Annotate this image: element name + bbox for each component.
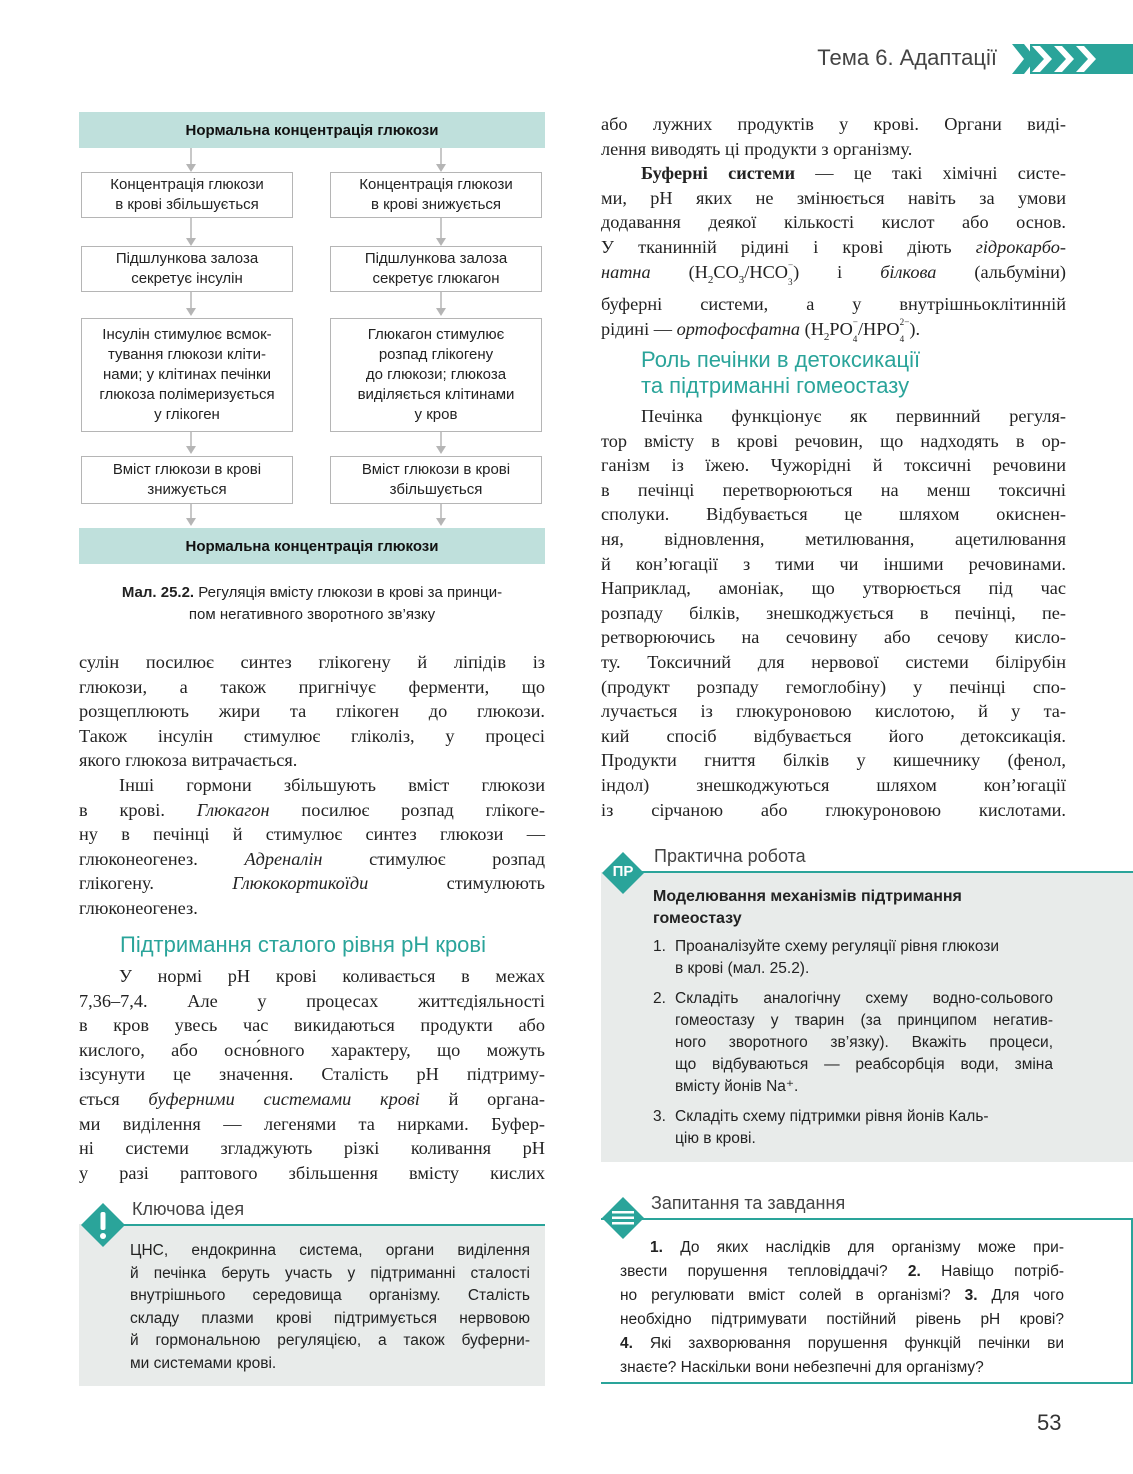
- section-title-ph: Підтримання сталого рівня pH крові: [120, 932, 486, 957]
- topic-title: Тема 6. Адаптації: [817, 45, 997, 70]
- key-idea-divider: [107, 1224, 545, 1226]
- list-item: 2. Складіть аналогічну схему водно-сольового гомеостазу у тварин (за принципом негатив- ного зворотного зв’язку). Вкажіть процеси, що відбуваються — реабсорбція води, зміна вмісту йонів Na⁺.: [653, 990, 1053, 1095]
- left-step-2: Підшлункова залоза секретує інсулін: [81, 246, 293, 292]
- right-step-3: Глюкагон стимулює розпад глікогену до глюкози; глюкоза виділяється клітинами у кров: [330, 318, 542, 432]
- list-icon: [601, 1196, 645, 1240]
- exclamation-icon: [80, 1202, 126, 1248]
- right-step-1: Концентрація глюкози в крові знижується: [330, 172, 542, 218]
- left-text-block-2: У нормі pH крові коливається в межах 7,36–7,4. Але у процесах життєдіяльності в кров увесь час викидаються продукти або кислого, або осно́вного характеру, що можуть ізсунути це значення. Сталість pH підтриму- ється буферними системами крові й органа- ми виділення — легенями та нирками. Буфер- ні системи згладжують різкі коливання pH у разі раптового збільшення вмісту кислих: [79, 966, 545, 1183]
- questions-title: Запитання та завдання: [651, 1193, 846, 1213]
- left-step-4: Вміст глюкози в крові знижується: [81, 456, 293, 504]
- left-step-1: Концентрація глюкози в крові збільшується: [81, 172, 293, 218]
- key-idea-title: Ключова ідея: [132, 1199, 245, 1219]
- page-number: 53: [1037, 1410, 1062, 1435]
- right-text-block-2: Печінка функціонує як первинний регуля- тор вмісту в крові речовин, що надходять в ор- ганізм із їжею. Чужорідні й токсичні речовини в печінці перетворюються на менш токсичні сполуки. Відбувається це шляхом окиснен- ня, відновлення, метилювання, ацетилювання й кон’югації з тими чи іншими речовинами. Наприклад, амоніак, що утворюється під час розпаду білків, знешкоджується в печінці, пе- ретворюючись на сечовину або сечову кисло- ту. Токсичний для нервової системи білірубін (продукт розпаду гемоглобіну) у печінці спо- лучається із глюкуроновою кислотою, й у та- кий спосіб відбувається його детоксикація. Продукти гниття білків у кишечнику (фенол, індол) знешкоджуються шляхом кон’югації із сірчаною або глюкуроновою кислотами.: [601, 406, 1066, 820]
- right-step-4: Вміст глюкози в крові збільшується: [330, 456, 542, 504]
- practical-work-divider: [620, 871, 1133, 873]
- list-item: 3. Складіть схему підтримки рівня йонів Каль- цію в крові.: [653, 1108, 989, 1147]
- chevron-band-icon: [1012, 44, 1133, 74]
- bottom-bar: Нормальна концентрація глюкози: [79, 528, 545, 564]
- practical-badge-icon: ПР: [601, 851, 645, 895]
- right-step-2: Підшлункова залоза секретує глюкагон: [330, 246, 542, 292]
- figure-caption: Мал. 25.2. Регуляція вмісту глюкози в крові за принци- пом негативного зворотного зв’язку: [121, 584, 503, 623]
- right-text-block-1: або лужних продуктів у крові. Органи виді- лення виводять ці продукти з організму. Буферні системи — це такі хімічні систе- ми, pH яких не змінюється навіть за умови додавання деякої кількості кислот або основ. У тканинній рідині і крові діють гідрокарбо- натна ($H_2CO_3/HCO^-$ $_3$) і білкова (альбуміни) буферні системи, а у внутрішньоклітинній рідині — ортофосфатна ($H_2PO^-$ $_4/HPO^{2-}$ $_4$).: [601, 114, 1067, 345]
- questions-text: 1. До яких наслідків для організму може при- звести порушення тепловіддачі? 2. Навіщо потріб- но регулювати вміст солей в організмі? 3. Для чого необхідно підтримувати постійний рівень pH крові? 4. Які захворювання порушення функцій печінки ви знаєте? Наскільки вони небезпечні для організму?: [620, 1239, 1064, 1376]
- glucose-regulation-diagram: [79, 112, 545, 568]
- top-bar: Нормальна концентрація глюкози: [79, 112, 545, 148]
- key-idea-text: ЦНС, ендокринна система, органи виділення й печінка беруть участь у підтриманні сталості внутрішнього середовища організму. Сталість складу плазми крові підтримується нервовою й гормональною регуляцією, а також буферни- ми системами крові.: [130, 1242, 530, 1372]
- practical-task-list: [653, 936, 1053, 1158]
- left-text-block-1: сулін посилює синтез глікогену й ліпідів із глюкози, а також пригнічує ферменти, що розщеплюють жири та глікоген до глюкози. Також інсулін стимулює гліколіз, у процесі якого глюкоза витрачається. Інші гормони збільшують вміст глюкози в крові. Глюкагон посилює розпад глікоге- ну в печінці й стимулює синтез глюкози — глюконеогенез. Адреналін стимулює розпад глікогену. Глюкокортикоїди стимулюють глюконеогенез.: [79, 652, 546, 918]
- list-item: 1. Проаналізуйте схему регуляції рівня глюкози в крові (мал. 25.2).: [653, 938, 1000, 977]
- section-title-liver: Роль печінки в детоксикації та підтриманні гомеостазу: [641, 347, 921, 398]
- practical-work-title: Практична робота: [654, 846, 806, 866]
- practical-work-subtitle: Моделювання механізмів підтримання гомеостазу: [653, 888, 962, 927]
- left-step-3: Інсулін стимулює всмок- тування глюкози клiти- нами; у клітинах печінки глюкоза полімеризується у глікоген: [81, 318, 293, 432]
